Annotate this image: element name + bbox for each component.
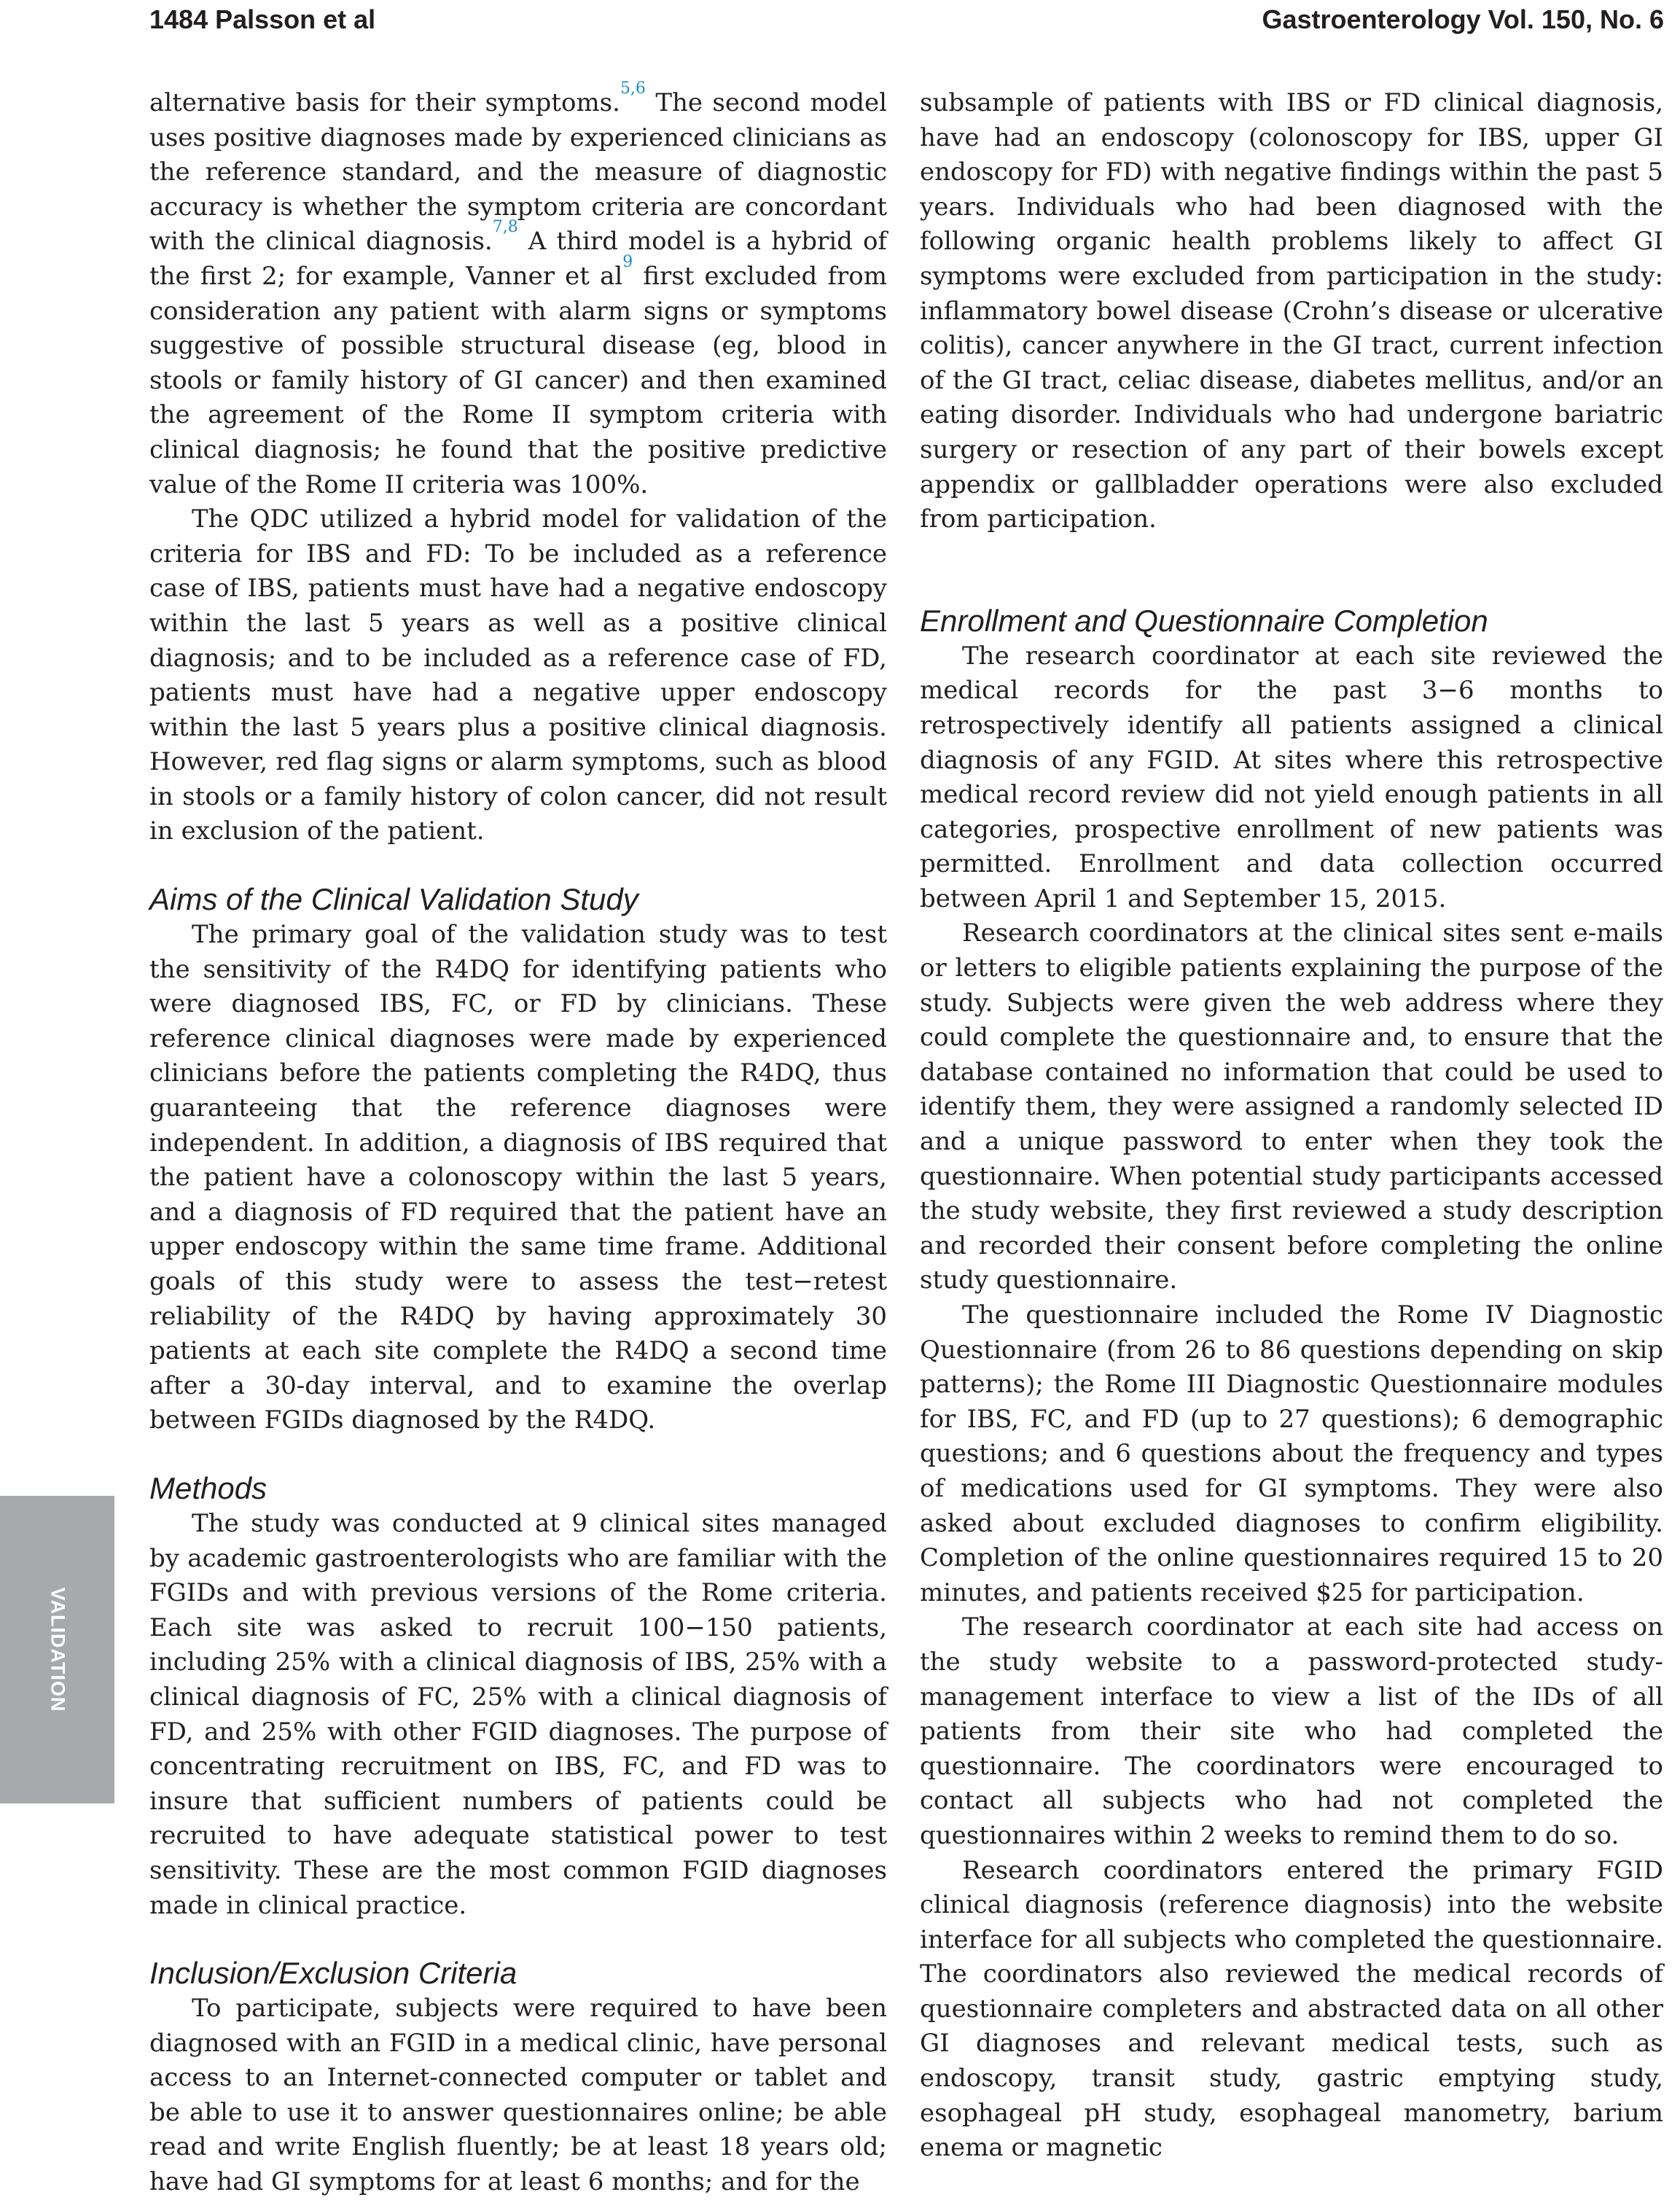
paragraph: To participate, subjects were required to have been diagnosed with an FGID in a medical clinic, have personal access to an Internet-connected computer or tablet and be able to use it to answer questionnaires online; be able read and write English fluently; be at least 18 years old; have had GI symptoms for at least 6 months; and for the — [149, 1994, 887, 2197]
paragraph: The QDC utilized a hybrid model for validation of the criteria for IBS and FD: To be included as a reference case of IBS, patients must have had a negative endoscopy within the last 5 years as well as a positive clinical diagnosis; and to be included as a reference case of FD, patients must have had a negative upper endoscopy within the last 5 years plus a positive clinical diagnosis. However, red flag signs or alarm symptoms, such as blood in stools or a family history of colon cancer, did not result in exclusion of the patient. — [149, 504, 887, 846]
paragraph: subsample of patients with IBS or FD clinical diagnosis, have had an endoscopy (colonoscopy for IBS, upper GI endoscopy for FD) with negative findings within the past 5 years. Individuals who had been diagnosed with the following organic health problems likely to affect GI symptoms were excluded from participation in the study: inflammatory bowel disease (Crohn’s disease or ulcerative colitis), cancer anywhere in the GI tract, current infection of the GI tract, celiac disease, diabetes mellitus, and/or an eating disorder. Individuals who had undergone bariatric surgery or resection of any part of their bowels except appendix or gallbladder operations were also excluded from participation. — [920, 88, 1663, 534]
section-heading-aims: Aims of the Clinical Validation Study — [149, 882, 638, 917]
citation-link[interactable]: 9 — [622, 252, 633, 271]
citation-link[interactable]: 5,6 — [620, 79, 646, 98]
paragraph: The study was conducted at 9 clinical sites managed by academic gastroenterologists who are familiar with the FGIDs and with previous versions of the Rome criteria. Each site was asked to recruit 100−150 patients, including 25% with a clinical diagnosis of IBS, 25% with a clinical diagnosis of FC, 25% with a clinical diagnosis of FD, and 25% with other FGID diagnoses. The purpose of concentrating recruitment on IBS, FC, and FD was to insure that sufficient numbers of patients could be recruited to have adequate statistical power to test sensitivity. These are the most common FGID diagnoses made in clinical practice. — [149, 1508, 887, 1920]
running-head-right: Gastroenterology Vol. 150, No. 6 — [1262, 4, 1664, 34]
side-tab-label: VALIDATION — [47, 1587, 69, 1712]
paragraph: The research coordinator at each site reviewed the medical records for the past 3−6 months to retrospectively identify all patients assigned a clinical diagnosis of any FGID. At sites where this retrospective medical record review did not yield enough patients in all categories, prospective enrollment of new patients was permitted. Enrollment and data collection occurred between April 1 and September 15, 2015. — [920, 641, 1663, 913]
section-heading-enrollment: Enrollment and Questionnaire Completion — [920, 603, 1488, 638]
paragraph: The questionnaire included the Rome IV Diagnostic Questionnaire (from 26 to 86 questions depending on skip patterns); the Rome III Diagnostic Questionnaire modules for IBS, FC, and FD (up to 27 questions); 6 demographic questions; and 6 questions about the frequency and types of medications used for GI symptoms. They were also asked about excluded diagnoses to confirm eligibility. Completion of the online questionnaires required 15 to 20 minutes, and patients received $25 for participation. — [920, 1300, 1663, 1607]
section-heading-methods: Methods — [149, 1470, 267, 1505]
left-column — [149, 79, 887, 2200]
right-column — [920, 86, 1663, 2166]
paragraph: The primary goal of the validation study was to test the sensitivity of the R4DQ for identifying patients who were diagnosed IBS, FC, or FD by clinicians. These reference clinical diagnoses were made by experienced clinicians before the patients completing the R4DQ, thus guaranteeing that the reference diagnoses were independent. In addition, a diagnosis of IBS required that the patient have a colonoscopy within the last 5 years, and a diagnosis of FD required that the patient have an upper endoscopy within the same time frame. Additional goals of this study were to assess the test−retest reliability of the R4DQ by having approximately 30 patients at each site complete the R4DQ a second time after a 30-day interval, and to examine the overlap between FGIDs diagnosed by the R4DQ. — [149, 920, 887, 1435]
citation-link[interactable]: 7,8 — [492, 218, 518, 237]
section-heading-inclusion: Inclusion/Exclusion Criteria — [149, 1956, 517, 1991]
paragraph: alternative basis for their symptoms.$^{5,6}$ The second model uses positive diagnoses made by experienced clinicians as the reference standard, and the measure of diagnostic accuracy is whether the symptom criteria are concordant with the clinical diagnosis.$^{7,8}$ A third model is a hybrid of the first 2; for example, Vanner et $al^9$ first excluded from consideration any patient with alarm signs or symptoms suggestive of possible structural disease (eg, blood in stools or family history of GI cancer) and then examined the agreement of the Rome II symptom criteria with clinical diagnosis; he found that the positive predictive value of the Rome II criteria was 100%. — [149, 79, 887, 499]
paragraph: Research coordinators entered the primary FGID clinical diagnosis (reference diagnosis) into the website interface for all subjects who completed the questionnaire. The coordinators also reviewed the medical records of questionnaire completers and abstracted data on all other GI diagnoses and relevant medical tests, such as endoscopy, transit study, gastric emptying study, esophageal pH study, esophageal manometry, barium enema or magnetic — [920, 1855, 1663, 2163]
running-head-left: 1484 Palsson et al — [149, 4, 376, 34]
paragraph: Research coordinators at the clinical sites sent e-mails or letters to eligible patients explaining the purpose of the study. Subjects were given the web address where they could complete the questionnaire and, to ensure that the database contained no information that could be used to identify them, they were assigned a randomly selected ID and a unique password to enter when they took the questionnaire. When potential study participants accessed the study website, they first reviewed a study description and recorded their consent before completing the online study questionnaire. — [920, 918, 1663, 1295]
section-side-tab — [0, 1496, 114, 1803]
paragraph: The research coordinator at each site had access on the study website to a password-protected study-management interface to view a list of the IDs of all patients from their site who had completed the questionnaire. The coordinators were encouraged to contact all subjects who had not completed the questionnaires within 2 weeks to remind them to do so. — [920, 1612, 1663, 1850]
